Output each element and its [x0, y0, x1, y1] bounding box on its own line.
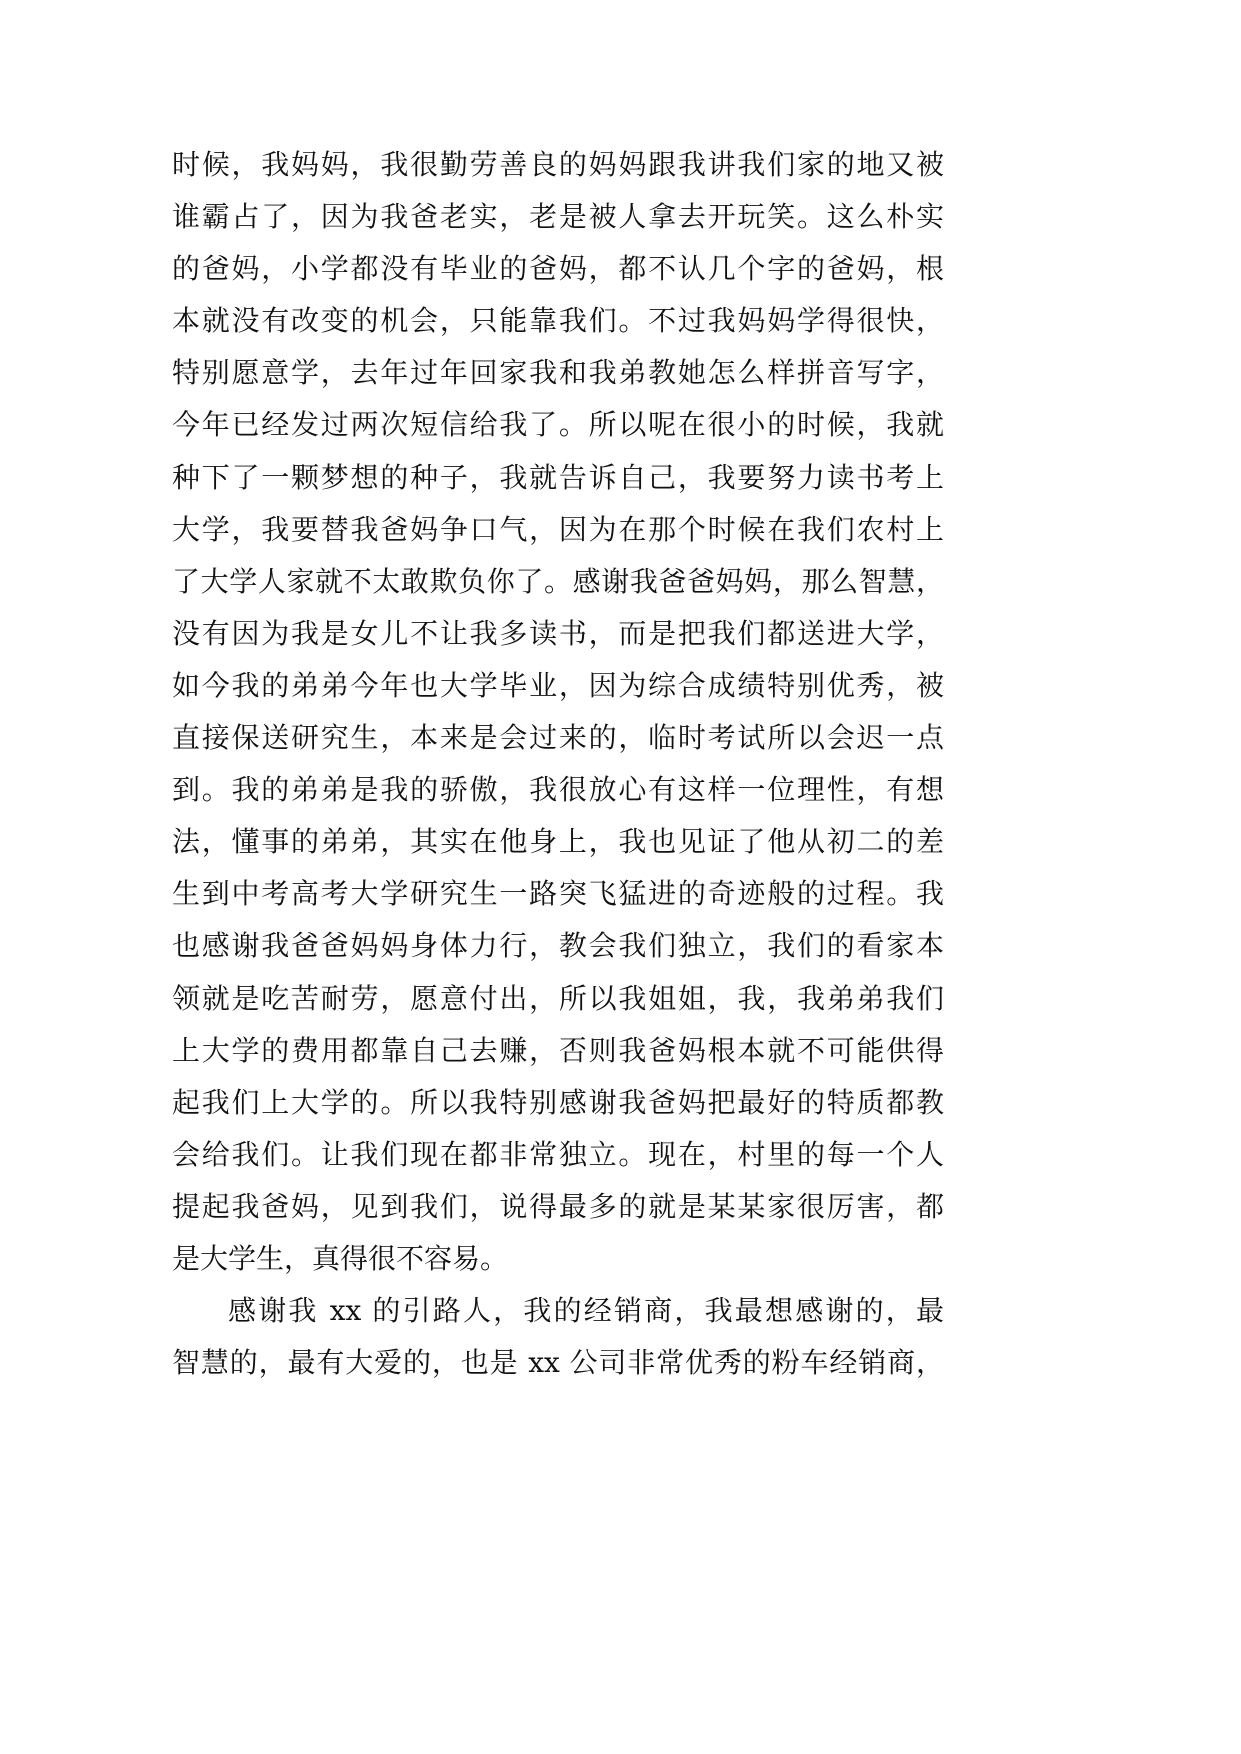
- text-line: 法，懂事的弟弟，其实在他身上，我也见证了他从初二的差: [172, 825, 944, 859]
- text-line: 没有因为我是女儿不让我多读书，而是把我们都送进大学，: [172, 616, 944, 650]
- text-line: 领就是吃苦耐劳，愿意付出，所以我姐姐，我，我弟弟我们: [172, 981, 944, 1015]
- text-line: 也感谢我爸爸妈妈身体力行，教会我们独立，我们的看家本: [172, 929, 944, 963]
- text-line: 生到中考高考大学研究生一路突飞猛进的奇迹般的过程。我: [172, 877, 944, 911]
- paragraph: [172, 1285, 944, 1389]
- text-line: 感谢我 xx 的引路人，我的经销商，我最想感谢的，最: [228, 1294, 944, 1328]
- text-line: 智慧的，最有大爱的，也是 xx 公司非常优秀的粉车经销商，: [172, 1346, 944, 1380]
- text-line: 提起我爸妈，见到我们，说得最多的就是某某家很厉害，都: [172, 1189, 944, 1223]
- text-line: 直接保送研究生，本来是会过来的，临时考试所以会迟一点: [172, 721, 944, 755]
- text-line: 了大学人家就不太敢欺负你了。感谢我爸爸妈妈，那么智慧，: [172, 564, 944, 598]
- text-line: 起我们上大学的。所以我特别感谢我爸妈把最好的特质都教: [172, 1085, 944, 1119]
- text-line: 如今我的弟弟今年也大学毕业，因为综合成绩特别优秀，被: [172, 668, 944, 702]
- text-line: 时候，我妈妈，我很勤劳善良的妈妈跟我讲我们家的地又被: [172, 148, 944, 181]
- text-line: 谁霸占了，因为我爸老实，老是被人拿去开玩笑。这么朴实: [172, 200, 944, 234]
- text-line: 今年已经发过两次短信给我了。所以呢在很小的时候，我就: [172, 408, 944, 442]
- text-line: 特别愿意学，去年过年回家我和我弟教她怎么样拼音写字，: [172, 356, 944, 390]
- document-body: [172, 139, 944, 1389]
- text-line: 上大学的费用都靠自己去赚，否则我爸妈根本就不可能供得: [172, 1033, 944, 1067]
- text-line: 的爸妈，小学都没有毕业的爸妈，都不认几个字的爸妈，根: [172, 252, 944, 286]
- text-line: 大学，我要替我爸妈争口气，因为在那个时候在我们农村上: [172, 512, 944, 546]
- text-line: 种下了一颗梦想的种子，我就告诉自己，我要努力读书考上: [172, 460, 944, 494]
- text-line: 本就没有改变的机会，只能靠我们。不过我妈妈学得很快，: [172, 304, 944, 338]
- paragraph: [172, 139, 944, 1285]
- text-line: 是大学生，真得很不容易。: [172, 1241, 509, 1275]
- text-line: 会给我们。让我们现在都非常独立。现在，村里的每一个人: [172, 1137, 944, 1171]
- text-line: 到。我的弟弟是我的骄傲，我很放心有这样一位理性，有想: [172, 773, 944, 807]
